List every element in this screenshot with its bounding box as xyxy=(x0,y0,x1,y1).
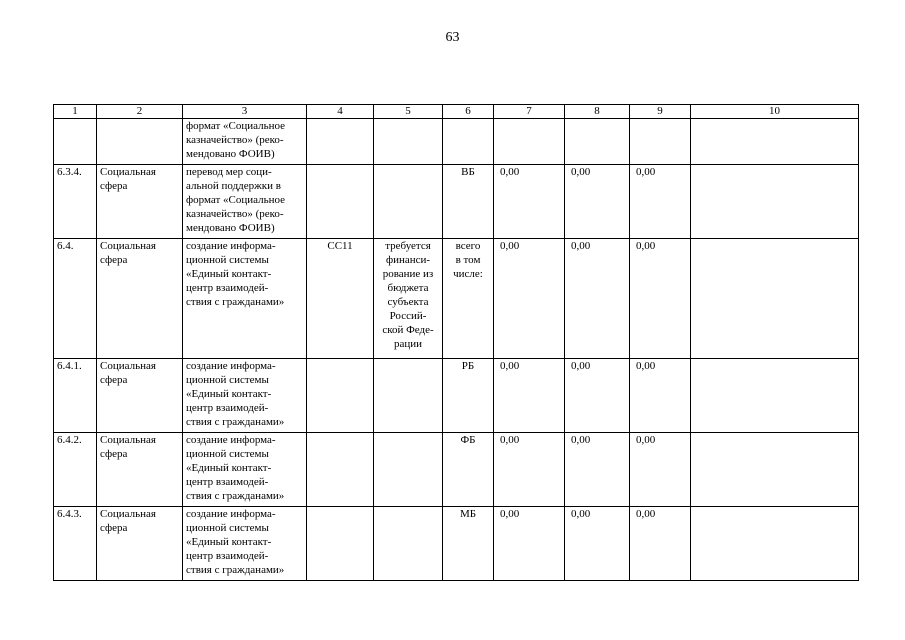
value-col7 xyxy=(494,433,565,507)
financing-cell-line: Россий- xyxy=(389,310,427,322)
column-header: 3 xyxy=(183,105,307,119)
value-col8 xyxy=(565,433,630,507)
value-col8-line: 0,00 xyxy=(571,360,591,372)
row-number-line: 6.4. xyxy=(57,240,74,252)
value-col9 xyxy=(630,359,691,433)
value-col7 xyxy=(494,507,565,581)
source-cell xyxy=(443,433,494,507)
sphere-cell-line: сфера xyxy=(100,180,128,192)
description-cell-line: ствия с гражданами» xyxy=(186,416,285,428)
table-row xyxy=(54,359,859,433)
value-col7-line: 0,00 xyxy=(500,360,520,372)
column-header: 1 xyxy=(54,105,97,119)
value-col8-line: 0,00 xyxy=(571,508,591,520)
description-cell-line: формат «Социальное xyxy=(186,194,285,206)
description-cell-line: центр взаимодей- xyxy=(186,282,269,294)
page-number: 63 xyxy=(445,30,460,45)
table-row xyxy=(54,119,859,165)
value-col8-line: 0,00 xyxy=(571,434,591,446)
column-header: 8 xyxy=(565,105,630,119)
description-cell-line: центр взаимодей- xyxy=(186,476,269,488)
financing-cell xyxy=(374,165,443,239)
row-number-line: 6.4.1. xyxy=(57,360,82,372)
sphere-cell-line: Социальная xyxy=(100,434,156,446)
value-col9 xyxy=(630,119,691,165)
value-col8-line: 0,00 xyxy=(571,240,591,252)
source-cell xyxy=(443,239,494,359)
code-cell xyxy=(307,359,374,433)
source-cell-line: РБ xyxy=(461,360,475,372)
description-cell-line: мендовано ФОИВ) xyxy=(186,222,275,234)
column-header: 7 xyxy=(494,105,565,119)
sphere-cell-line: Социальная xyxy=(100,508,156,520)
description-cell-line: создание информа- xyxy=(186,240,276,252)
table-row xyxy=(54,507,859,581)
value-col7-line: 0,00 xyxy=(500,508,520,520)
code-cell xyxy=(307,165,374,239)
value-col9-line: 0,00 xyxy=(636,360,656,372)
description-cell-line: центр взаимодей- xyxy=(186,402,269,414)
description-cell-line: ционной системы xyxy=(186,448,269,460)
sphere-cell-line: сфера xyxy=(100,448,128,460)
value-col7-line: 0,00 xyxy=(500,240,520,252)
description-cell-line: «Единый контакт- xyxy=(186,268,272,280)
value-col8 xyxy=(565,165,630,239)
row-number xyxy=(54,239,97,359)
sphere-cell-line: сфера xyxy=(100,374,128,386)
description-cell-line: создание информа- xyxy=(186,508,276,520)
source-cell xyxy=(443,507,494,581)
financing-cell-line: ской Феде- xyxy=(382,324,434,336)
code-cell xyxy=(307,433,374,507)
sphere-cell xyxy=(97,239,183,359)
description-cell-line: создание информа- xyxy=(186,360,276,372)
description-cell-line: ствия с гражданами» xyxy=(186,296,285,308)
description-cell xyxy=(183,507,307,581)
source-cell xyxy=(443,119,494,165)
value-col8 xyxy=(565,239,630,359)
sphere-cell-line: сфера xyxy=(100,254,128,266)
sphere-cell xyxy=(97,359,183,433)
sphere-cell xyxy=(97,507,183,581)
column-header: 6 xyxy=(443,105,494,119)
value-col9 xyxy=(630,507,691,581)
code-cell xyxy=(307,119,374,165)
value-col7 xyxy=(494,119,565,165)
source-cell-line: ВБ xyxy=(461,166,475,178)
sphere-cell xyxy=(97,165,183,239)
value-col9-line: 0,00 xyxy=(636,166,656,178)
source-cell xyxy=(443,359,494,433)
table-row xyxy=(54,433,859,507)
row-number-line: 6.3.4. xyxy=(57,166,82,178)
financing-cell-line: финанси- xyxy=(385,254,431,266)
description-cell-line: создание информа- xyxy=(186,434,276,446)
row-number xyxy=(54,165,97,239)
financing-cell xyxy=(374,119,443,165)
financing-cell-line: субъекта xyxy=(387,296,429,308)
sphere-cell-line: Социальная xyxy=(100,166,156,178)
code-cell-line: СС11 xyxy=(327,240,353,252)
financing-cell-line: рование из xyxy=(382,268,434,280)
description-cell-line: «Единый контакт- xyxy=(186,536,272,548)
financing-cell-line: рации xyxy=(393,338,423,350)
value-col8-line: 0,00 xyxy=(571,166,591,178)
description-cell-line: казначейство» (реко- xyxy=(186,134,284,146)
sphere-cell-line: сфера xyxy=(100,522,128,534)
sphere-cell xyxy=(97,119,183,165)
source-cell-line: МБ xyxy=(459,508,477,520)
table-row xyxy=(54,165,859,239)
value-col8 xyxy=(565,507,630,581)
note-cell xyxy=(691,359,859,433)
code-cell xyxy=(307,239,374,359)
description-cell-line: ционной системы xyxy=(186,254,269,266)
row-number-line: 6.4.3. xyxy=(57,508,82,520)
description-cell-line: казначейство» (реко- xyxy=(186,208,284,220)
value-col9-line: 0,00 xyxy=(636,508,656,520)
value-col8 xyxy=(565,359,630,433)
value-col8 xyxy=(565,119,630,165)
row-number xyxy=(54,507,97,581)
description-cell-line: мендовано ФОИВ) xyxy=(186,148,275,160)
description-cell xyxy=(183,119,307,165)
value-col7-line: 0,00 xyxy=(500,434,520,446)
financing-cell-line: бюджета xyxy=(387,282,429,294)
value-col9 xyxy=(630,239,691,359)
column-header: 9 xyxy=(630,105,691,119)
column-header: 10 xyxy=(691,105,859,119)
source-cell xyxy=(443,165,494,239)
code-cell xyxy=(307,507,374,581)
header-row xyxy=(54,105,859,119)
row-number xyxy=(54,119,97,165)
financing-cell xyxy=(374,359,443,433)
note-cell xyxy=(691,119,859,165)
description-cell-line: «Единый контакт- xyxy=(186,462,272,474)
value-col9-line: 0,00 xyxy=(636,240,656,252)
description-cell-line: ционной системы xyxy=(186,374,269,386)
financing-cell xyxy=(374,239,443,359)
sphere-cell xyxy=(97,433,183,507)
note-cell xyxy=(691,433,859,507)
description-cell xyxy=(183,165,307,239)
financing-cell xyxy=(374,507,443,581)
value-col7 xyxy=(494,239,565,359)
description-cell-line: ционной системы xyxy=(186,522,269,534)
column-header: 2 xyxy=(97,105,183,119)
value-col7 xyxy=(494,359,565,433)
description-cell-line: центр взаимодей- xyxy=(186,550,269,562)
description-cell xyxy=(183,359,307,433)
value-col7-line: 0,00 xyxy=(500,166,520,178)
value-col9 xyxy=(630,433,691,507)
row-number xyxy=(54,433,97,507)
description-cell xyxy=(183,239,307,359)
sphere-cell-line: Социальная xyxy=(100,240,156,252)
note-cell xyxy=(691,239,859,359)
financing-cell xyxy=(374,433,443,507)
row-number-line: 6.4.2. xyxy=(57,434,82,446)
column-header: 5 xyxy=(374,105,443,119)
source-cell-line: ФБ xyxy=(460,434,476,446)
description-cell-line: альной поддержки в xyxy=(186,180,281,192)
data-table xyxy=(53,104,859,581)
source-cell-line: числе: xyxy=(453,268,483,280)
sphere-cell-line: Социальная xyxy=(100,360,156,372)
description-cell-line: формат «Социальное xyxy=(186,120,285,132)
value-col9-line: 0,00 xyxy=(636,434,656,446)
value-col9 xyxy=(630,165,691,239)
value-col7 xyxy=(494,165,565,239)
note-cell xyxy=(691,165,859,239)
table-row xyxy=(54,239,859,359)
financing-cell-line: требуется xyxy=(385,240,431,252)
description-cell-line: ствия с гражданами» xyxy=(186,490,285,502)
description-cell-line: перевод мер соци- xyxy=(186,166,272,178)
column-header: 4 xyxy=(307,105,374,119)
description-cell xyxy=(183,433,307,507)
note-cell xyxy=(691,507,859,581)
source-cell-line: в том xyxy=(455,254,481,266)
description-cell-line: «Единый контакт- xyxy=(186,388,272,400)
description-cell-line: ствия с гражданами» xyxy=(186,564,285,576)
source-cell-line: всего xyxy=(455,240,481,252)
row-number xyxy=(54,359,97,433)
